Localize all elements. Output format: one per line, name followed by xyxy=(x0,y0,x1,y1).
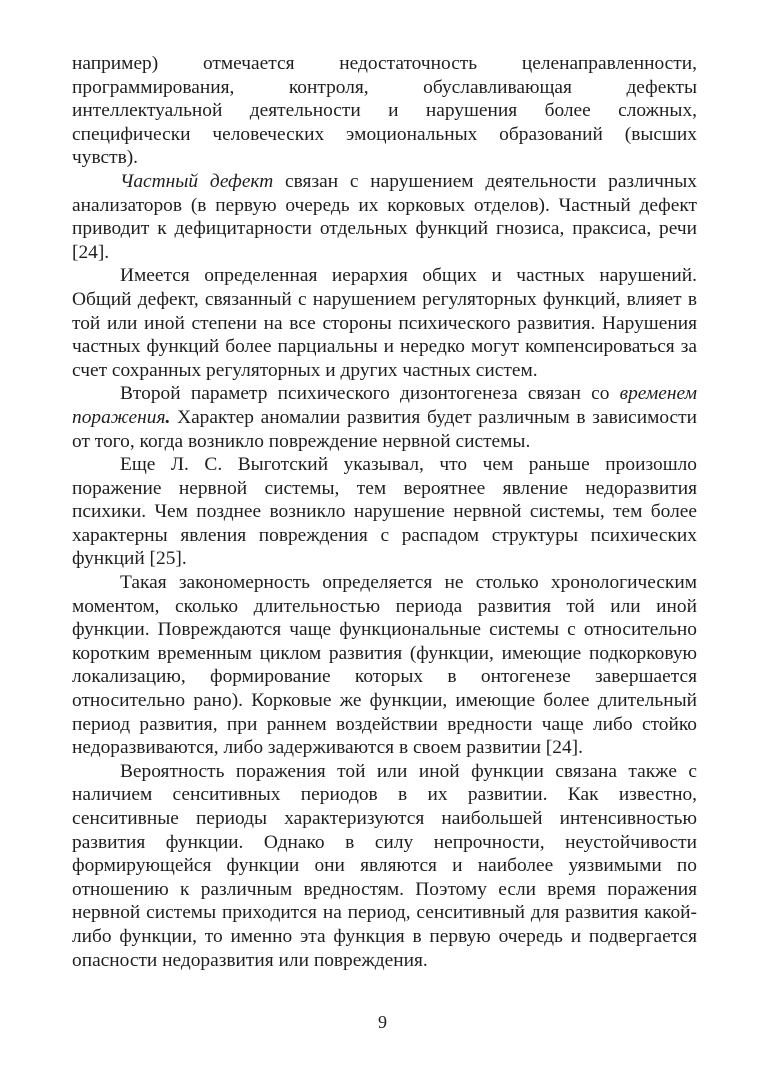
paragraph-2 xyxy=(72,170,697,264)
paragraph-4 xyxy=(72,382,697,453)
paragraph-6: Такая закономерность определяется не столько хронологическим моментом, сколько длительностью периода развития той или иной функции. Повреждаются чаще функциональные системы с относительно коротким временным циклом развития (функции, имеющие подкорковую локализацию, формирование которых в онтогенезе завершается относительно рано). Корковые же функции, имеющие более длительный период развития, при раннем воздействии вредности чаще либо стойко недоразвиваются, либо задерживаются в своем развитии [24]. xyxy=(72,572,697,759)
paragraph-5: Еще Л. С. Выготский указывал, что чем раньше произошло поражение нервной системы, тем вероятнее явление недоразвития психики. Чем позднее возникло нарушение нервной системы, тем более характерны явления повреждения с распадом структуры психических функций [25]. xyxy=(72,454,697,570)
paragraph-4-lead: Второй параметр психического дизонтогенеза связан со xyxy=(120,383,620,405)
paragraph-7: Вероятность поражения той или иной функции связана также с наличием сенситивных периодов в их развитии. Как известно, сенситивные периоды характеризуются наибольшей интенсивностью развития функции. Однако в силу непрочности, неустойчивости формирующейся функции они являются и наиболее уязвимыми по отношению к различным вредностям. Поэтому если время поражения нервной системы приходится на период, сенситивный для развития какой-либо функции, то именно эта функция в первую очередь и подвергается опасности недоразвития или повреждения. xyxy=(72,760,697,971)
paragraph-1: например) отмечается недостаточность целенаправленности, программирования, контроля, обуславливающая дефекты интеллектуальной деятельности и нарушения более сложных, специфически человеческих эмоциональных образований (высших чувств). xyxy=(72,53,697,169)
page-number: 9 xyxy=(378,1012,387,1032)
paragraph-4-dot: . xyxy=(165,406,171,428)
paragraph-3: Имеется определенная иерархия общих и частных нарушений. Общий дефект, связанный с нарушением регуляторных функций, влияет в той или иной степени на все стороны психического развития. Нарушения частных функций более парциальны и нередко могут компенсироваться за счет сохранных регуляторных и других частных систем. xyxy=(72,265,697,381)
paragraph-2-text: связан с нарушением деятельности различных анализаторов (в первую очередь их корковых отделов). Частный дефект приводит к дефицитарности отдельных функций гнозиса, праксиса, речи [24]. xyxy=(72,170,697,263)
paragraph-4-text: Характер аномалии развития будет различным в зависимости от того, когда возникло повреждение нервной системы. xyxy=(72,406,697,452)
term-private-defect: Частный дефект xyxy=(120,170,274,192)
term-time-of-damage: временем поражения xyxy=(72,383,697,428)
page-body xyxy=(72,52,697,972)
